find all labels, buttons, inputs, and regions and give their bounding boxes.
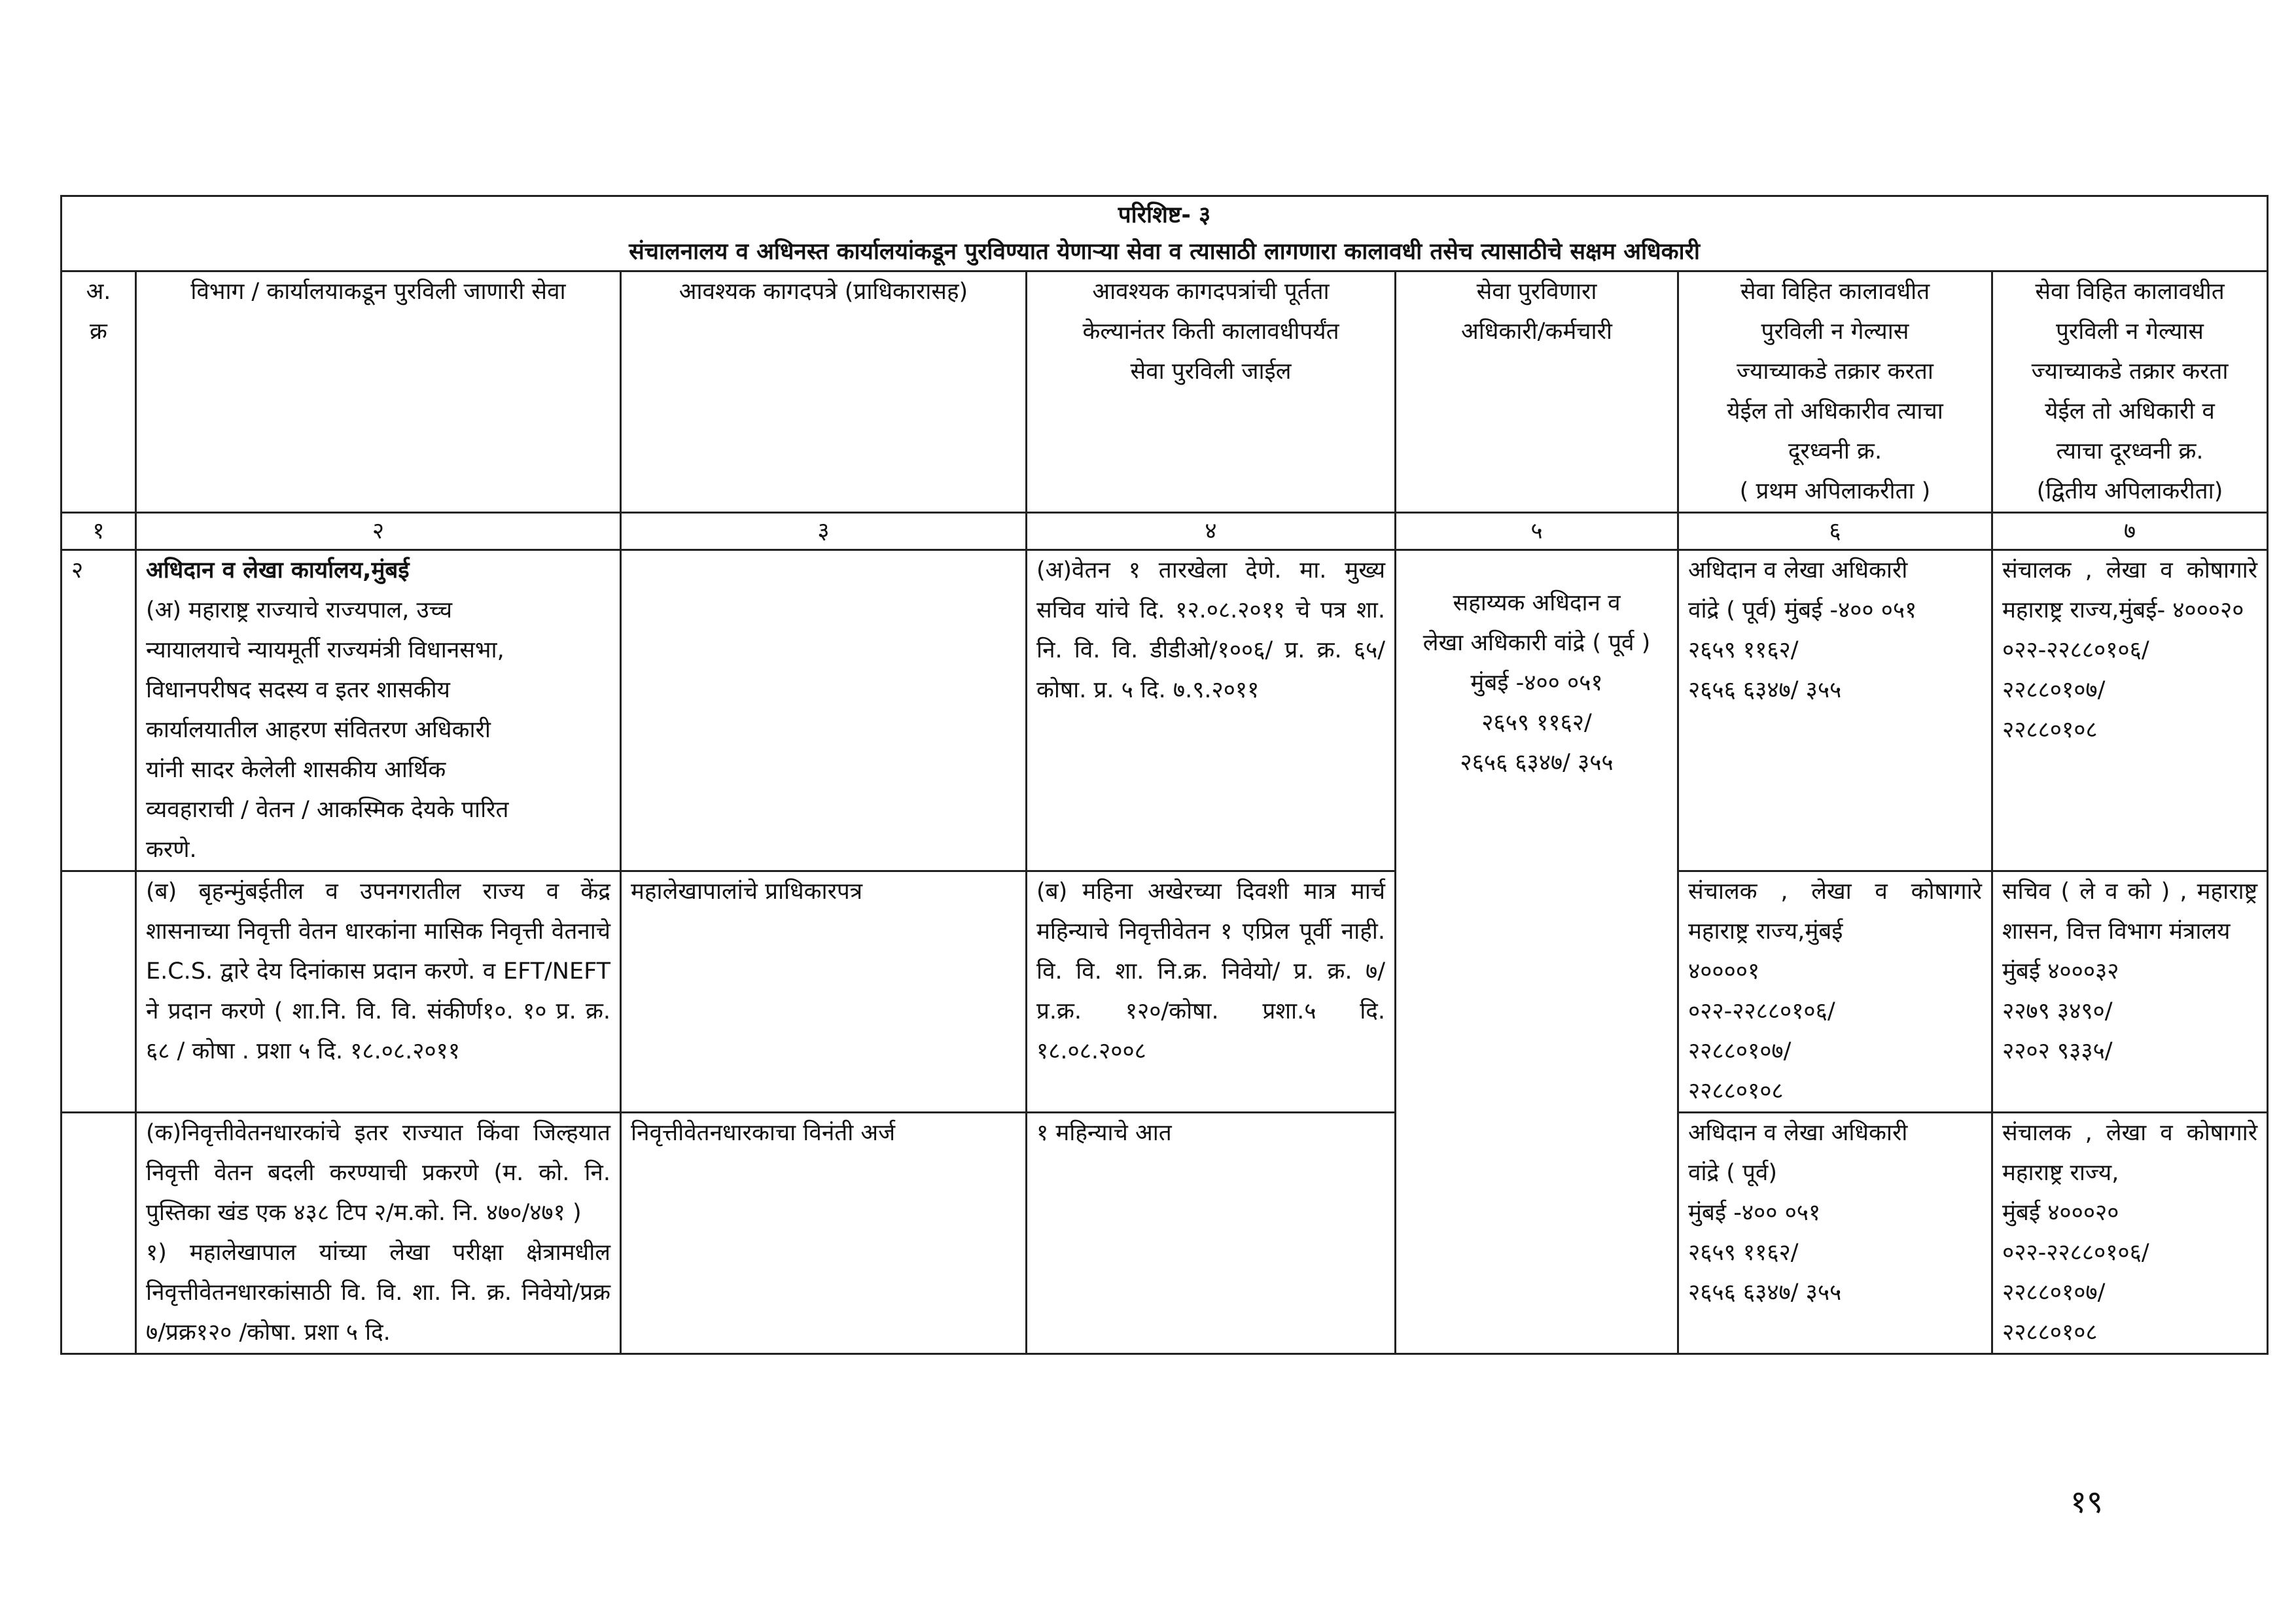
table-row (62, 550, 2268, 871)
service-description: (अ) महाराष्ट्र राज्याचे राज्यपाल, उच्च न्यायालयाचे न्यायमूर्ती राज्यमंत्री विधानसभा, विधानपरीषद सदस्य व इतर शासकीय कार्यालयातील आहरण संवितरण अधिकारी यांनी सादर केलेली शासकीय आर्थिक व्यवहाराची / वेतन / आकस्मिक देयके पारित करणे. (146, 597, 509, 863)
service-cell: (क)निवृत्तीवेतनधारकांचे इतर राज्यात किंवा जिल्हयात निवृत्ती वेतन बदली करण्याची प्रकरणे (म. को. नि. पुस्तिका खंड एक ४३८ टिप २/म.को. नि. ४७०/४७१ ) १) महालेखापाल यांच्या लेखा परीक्षा क्षेत्रामधील निवृत्तीवेतनधारकांसाठी वि. वि. शा. नि. क्र. निवेयो/प्रक्र ७/प्रक्र१२० /कोषा. प्रशा ५ दि. (136, 1113, 621, 1354)
documents-cell: निवृत्तीवेतनधारकाचा विनंती अर्ज (621, 1113, 1027, 1354)
header-provider: सेवा पुरविणारा अधिकारी/कर्मचारी (1396, 271, 1678, 513)
appendix-title: परिशिष्ट- ३ (1118, 202, 1211, 228)
header-row (62, 271, 2268, 513)
column-number: ४ (1027, 513, 1396, 550)
first-appeal-cell: अधिदान व लेखा अधिकारी वांद्रे ( पूर्व) मुंबई -४०० ०५१ २६५९ ११६२/ २६५६ ६३४७/ ३५५ (1678, 550, 1992, 871)
header-documents: आवश्यक कागदपत्रे (प्राधिकारासह) (621, 271, 1027, 513)
column-number: ६ (1678, 513, 1992, 550)
period-cell: १ महिन्याचे आत (1027, 1113, 1396, 1354)
column-number: ३ (621, 513, 1027, 550)
serial-number (62, 871, 136, 1113)
column-number: २ (136, 513, 621, 550)
title-row (62, 196, 2268, 271)
second-appeal-cell: संचालक , लेखा व कोषागारे महाराष्ट्र राज्य,मुंबई- ४०००२० ०२२-२२८८०१०६/ २२८८०१०७/ २२८८०१०८ (1992, 550, 2268, 871)
page-number: १९ (2070, 1484, 2103, 1520)
serial-number (62, 1113, 136, 1354)
first-appeal-cell: संचालक , लेखा व कोषागारे महाराष्ट्र राज्य,मुंबई ४००००१ ०२२-२२८८०१०६/ २२८८०१०७/ २२८८०१०८ (1678, 871, 1992, 1113)
table-row (62, 1113, 2268, 1354)
period-cell: (अ)वेतन १ तारखेला देणे. मा. मुख्य सचिव यांचे दि. १२.०८.२०११ चे पत्र शा. नि. वि. वि. डीडीओ/१००६/ प्र. क्र. ६५/कोषा. प्र. ५ दि. ७.९.२०११ (1027, 550, 1396, 871)
service-cell: (ब) बृहन्मुंबईतील व उपनगरातील राज्य व केंद्र शासनाच्या निवृत्ती वेतन धारकांना मासिक निवृत्ती वेतनाचे E.C.S. द्वारे देय दिनांकास प्रदान करणे. व EFT/NEFT ने प्रदान करणे ( शा.नि. वि. वि. संकीर्ण१०. १० प्र. क्र. ६८ / कोषा . प्रशा ५ दि. १८.०८.२०११ (136, 871, 621, 1113)
services-table (60, 195, 2269, 1355)
first-appeal-cell: अधिदान व लेखा अधिकारी वांद्रे ( पूर्व) मुंबई -४०० ०५१ २६५९ ११६२/ २६५६ ६३४७/ ३५५ (1678, 1113, 1992, 1354)
documents-cell (621, 550, 1027, 871)
table-row (62, 871, 2268, 1113)
title-cell (62, 196, 2268, 271)
documents-cell: महालेखापालांचे प्राधिकारपत्र (621, 871, 1027, 1113)
period-cell: (ब) महिना अखेरच्या दिवशी मात्र मार्च महिन्याचे निवृत्तीवेतन १ एप्रिल पूर्वी नाही. वि. वि. शा. नि.क्र. निवेयो/ प्र. क्र. ७/प्र.क्र. १२०/कोषा. प्रशा.५ दि. १८.०८.२००८ (1027, 871, 1396, 1113)
second-appeal-cell: सचिव ( ले व को ) , महाराष्ट्र शासन, वित्त विभाग मंत्रालय मुंबई ४०००३२ २२७९ ३४९०/ २२०२ ९३३५/ (1992, 871, 2268, 1113)
table-caption: संचालनालय व अधिनस्त कार्यालयांकडून पुरविण्यात येणाऱ्या सेवा व त्यासाठी लागणारा कालावधी तसेच त्यासाठीचे सक्षम अधिकारी (629, 239, 1700, 265)
second-appeal-cell: संचालक , लेखा व कोषागारे महाराष्ट्र राज्य, मुंबई ४०००२० ०२२-२२८८०१०६/ २२८८०१०७/ २२८८०१०८ (1992, 1113, 2268, 1354)
header-period: आवश्यक कागदपत्रांची पूर्तता केल्यानंतर किती कालावधीपर्यंत सेवा पुरविली जाईल (1027, 271, 1396, 513)
header-service: विभाग / कार्यालयाकडून पुरविली जाणारी सेवा (136, 271, 621, 513)
header-serial: अ. क्र (62, 271, 136, 513)
column-number: ५ (1396, 513, 1678, 550)
provider-cell: सहाय्यक अधिदान व लेखा अधिकारी वांद्रे ( पूर्व ) मुंबई -४०० ०५१ २६५९ ११६२/ २६५६ ६३४७/ ३५५ (1396, 550, 1678, 1354)
column-number: १ (62, 513, 136, 550)
header-second-appeal: सेवा विहित कालावधीत पुरविली न गेल्यास ज्याच्याकडे तक्रार करता येईल तो अधिकारी व त्याचा दूरध्वनी क्र. (द्वितीय अपिलाकरीता) (1992, 271, 2268, 513)
header-first-appeal: सेवा विहित कालावधीत पुरविली न गेल्यास ज्याच्याकडे तक्रार करता येईल तो अधिकारीव त्याचा दूरध्वनी क्र. ( प्रथम अपिलाकरीता ) (1678, 271, 1992, 513)
serial-number: २ (62, 550, 136, 871)
office-heading: अधिदान व लेखा कार्यालय,मुंबई (146, 557, 410, 584)
column-number: ७ (1992, 513, 2268, 550)
service-cell (136, 550, 621, 871)
column-number-row (62, 513, 2268, 550)
